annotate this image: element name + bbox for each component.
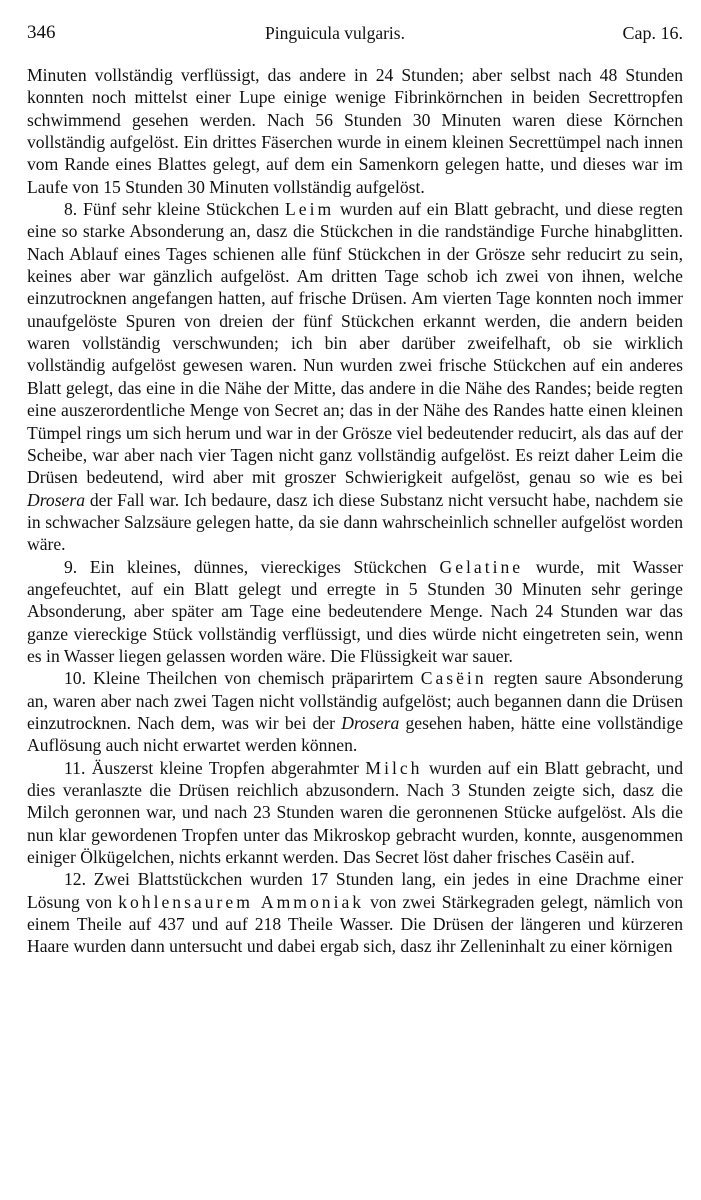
spaced-term: kohlensaurem Ammoniak <box>118 891 365 912</box>
chapter-label: Cap. 16. <box>622 23 683 43</box>
text-segment: 10. Kleine Theilchen von chemisch präparirtem <box>64 668 421 689</box>
text-segment: gesehen haben, hätte eine vollständige Auflösung auch nicht erwartet werden können. <box>27 712 683 756</box>
italic-term: Drosera <box>341 712 400 733</box>
spaced-term: Milch <box>365 757 423 778</box>
paragraph <box>27 868 683 957</box>
spaced-term: Leim <box>285 199 335 220</box>
spaced-term: Gelatine <box>439 556 524 577</box>
text-segment: wurden auf ein Blatt gebracht, und diese regten eine so starke Absonderung an, dasz die Stückchen in die randständige Furche hinabglitten. Nach Ablauf eines Tages schienen alle fünf Stückchen in der Grösze sehr reducirt zu sein, keines aber war gänzlich aufgelöst. Am dritten Tage schob ich zwei von ihnen, welche einzutrocknen angefangen hatten, auf frische Drüsen. Am vierten Tage konnten noch immer unaufgelöste Spuren von dreien der fünf Stückchen erkannt werden, die andern beiden waren vollständig verschwunden; ich bin aber darüber zweifelhaft, ob sie wirklich vollständig aufgelöst gewesen waren. Nun wurden zwei frische Stückchen auf ein anderes Blatt gelegt, das eine in die Nähe der Mitte, das andere in die Nähe des Randes; beide regten eine auszerordentliche Menge von Secret an; das in der Nähe des Randes hatte einen kleinen Tümpel rings um sich herum und war in der Grösze viel bedeutender reducirt, als das auf der Scheibe, war aber nach vier Tagen nicht ganz vollständig aufgelöst. Es reizt daher Leim die Drüsen bedeutend, wird aber mit groszer Schwierigkeit aufgelöst, genau so wie es bei <box>27 199 683 488</box>
paragraph <box>27 556 683 668</box>
paragraph <box>27 198 683 556</box>
text-segment: 9. Ein kleines, dünnes, viereckiges Stückchen <box>64 556 440 577</box>
text-segment: 11. Äuszerst kleine Tropfen abgerahmter <box>64 757 366 778</box>
text-segment: Minuten vollständig verflüssigt, das andere in 24 Stunden; aber selbst nach 48 Stunden konnten noch mittelst einer Lupe einige wenige Fibrinkörnchen in beiden Secrettropfen schwimmend gesehen werden. Nach 56 Stunden 30 Minuten waren diese Körnchen vollständig aufgelöst. Ein drittes Fäserchen wurde in einem kleinen Secrettümpel nach innen vom Rande eines Blattes gelegt, auf dem ein Samenkorn gelegen hatte, und dieses war im Laufe von 15 Stunden 30 Minuten vollständig aufgelöst. <box>27 65 683 197</box>
paragraph <box>27 667 683 756</box>
text-segment: der Fall war. Ich bedaure, dasz ich diese Substanz nicht versucht habe, nachdem sie in schwacher Salzsäure gelegen hatte, da sie dann wahrscheinlich schneller aufgelöst worden wäre. <box>27 489 683 555</box>
text-segment: 12. Zwei Blattstückchen wurden 17 Stunden lang, ein jedes in eine Drachme einer Lösung von <box>27 869 683 912</box>
paragraph <box>27 757 683 869</box>
page-number: 346 <box>27 22 56 43</box>
italic-term: Drosera <box>27 489 85 510</box>
text-segment: regten saure Absonderung an, waren aber nach zwei Tagen nicht vollständig aufgelöst; auch begannen dann die Drüsen einzutrocknen. Nach dem, was wir bei der <box>27 668 683 733</box>
body-text <box>27 64 683 958</box>
running-title: Pinguicula vulgaris. <box>265 23 405 43</box>
book-page <box>27 18 683 958</box>
text-segment: wurde, mit Wasser angefeuchtet, auf ein Blatt gelegt und erregte in 5 Stunden 30 Minuten sehr geringe Absonderung, aber später am Tage eine bedeutendere Menge. Nach 24 Stunden war das ganze viereckige Stück vollständig verflüssigt, und dies würde nicht eingetreten sein, wenn es in Wasser liegen gelassen worden wäre. Die Flüssigkeit war sauer. <box>27 556 683 666</box>
page-header <box>27 18 683 54</box>
text-segment: von zwei Stärkegraden gelegt, nämlich von einem Theile auf 437 und auf 218 Theile Wasser. Die Drüsen der längeren und kürzeren Haare wurden dann untersucht und dabei ergab sich, dasz ihr Zelleninhalt zu einer körnigen <box>27 891 683 957</box>
paragraph <box>27 64 683 198</box>
spaced-term: Casëin <box>420 668 487 689</box>
text-segment: wurden auf ein Blatt gebracht, und dies veranlaszte die Drüsen reichlich abzusondern. Nach 3 Stunden zeigte sich, dasz die Milch geronnen war, und nach 23 Stunden waren die geronnenen Stücke aufgelöst. Als die nun klar gewordenen Tropfen unter das Mikroskop gebracht wurden, konnte, ausgenommen einiger Ölkügelchen, nichts erkannt werden. Das Secret löst daher frisches Casëin auf. <box>27 757 683 868</box>
text-segment: 8. Fünf sehr kleine Stückchen <box>64 199 286 220</box>
